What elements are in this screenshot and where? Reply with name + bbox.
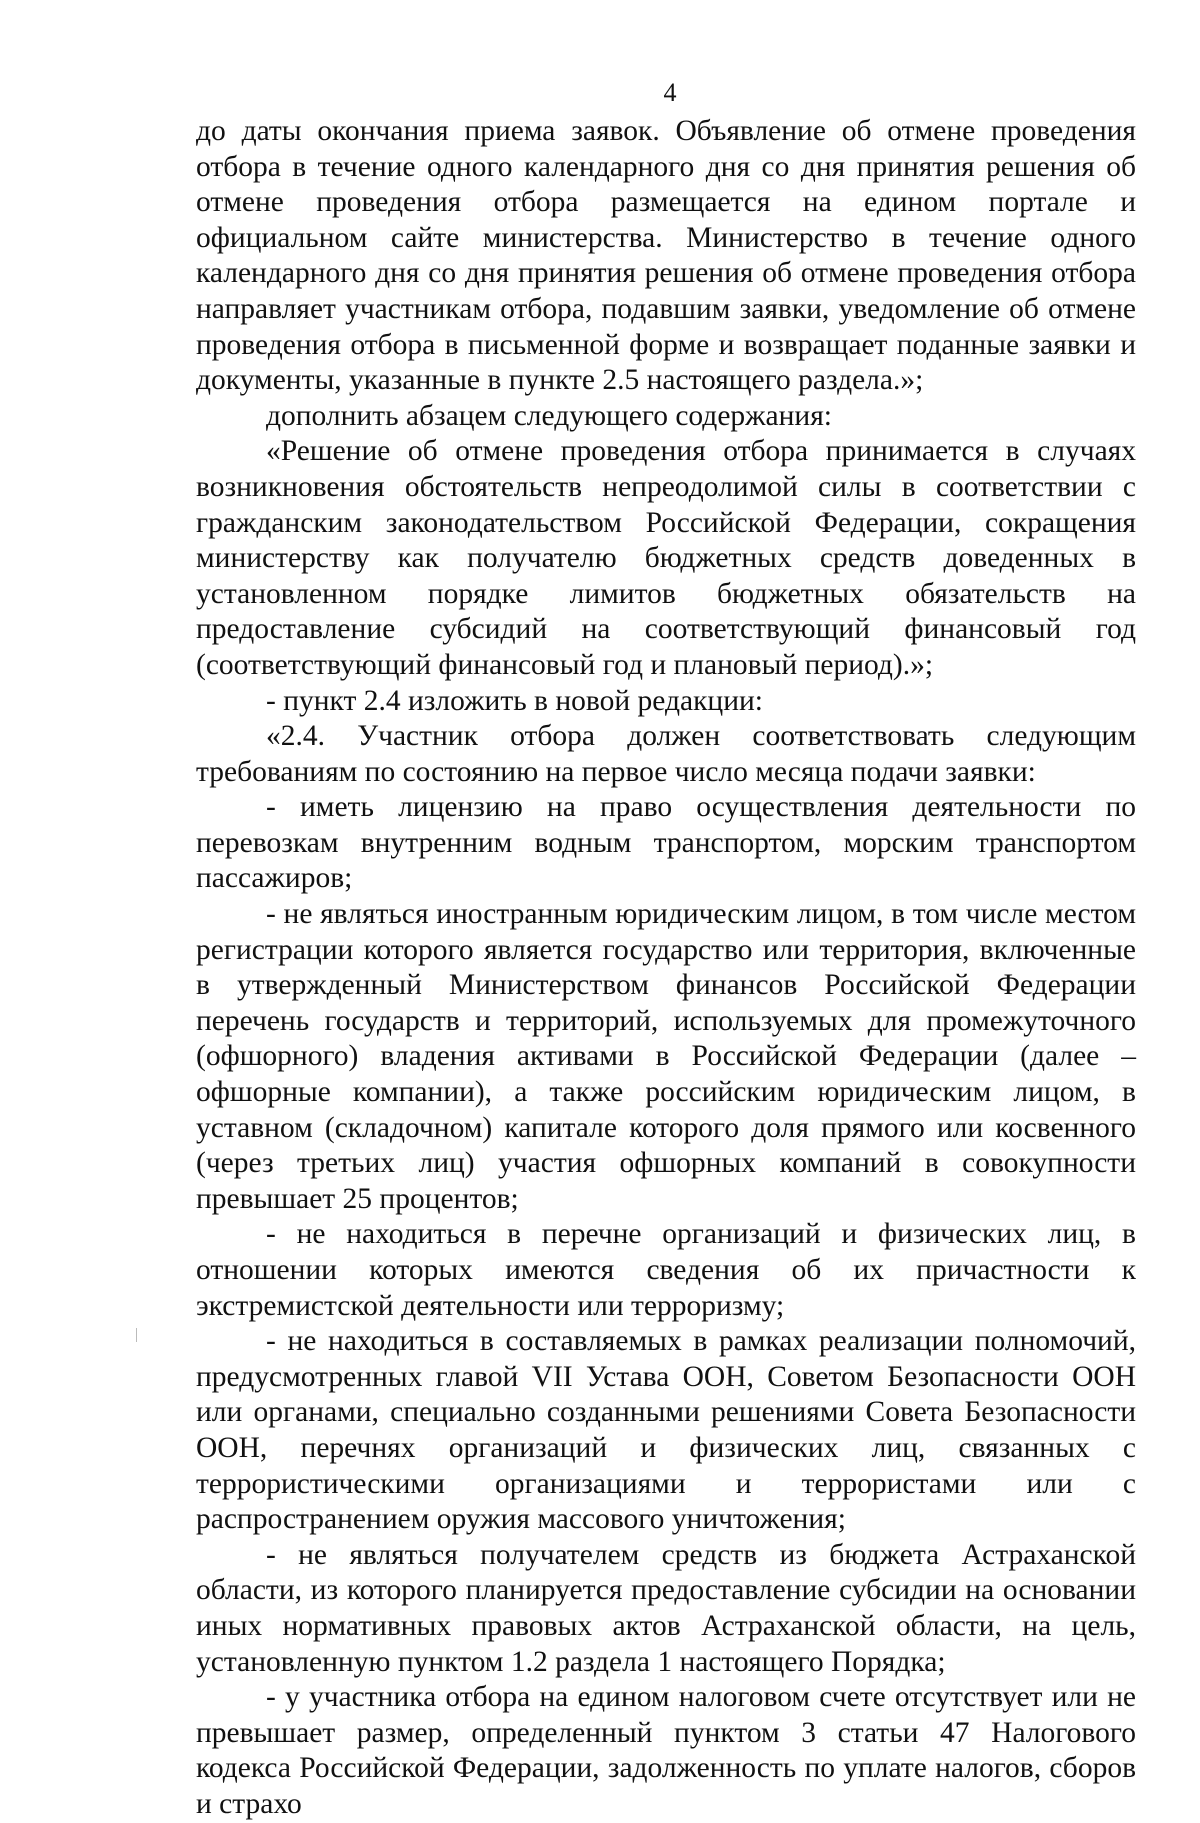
paragraph: дополнить абзацем следующего содержания: xyxy=(266,399,832,432)
paragraph: - иметь лицензию на право осуществления деятельности по перевозкам внутренним водным транспортом, морским транспортом пассажиров; xyxy=(196,791,1136,895)
paragraph: - не находиться в перечне организаций и физических лиц, в отношении которых имеются сведения об их причастности к экстремистской деятельности или терроризму; xyxy=(196,1218,1136,1322)
paragraph: - не являться получателем средств из бюджета Астраханской области, из которого планируется предоставление субсидии на основании иных нормативных правовых актов Астраханской области, на цель, установленную пунктом 1.2 раздела 1 настоящего Порядка; xyxy=(196,1538,1136,1678)
page-number: 4 xyxy=(663,78,677,107)
paragraph: - не являться иностранным юридическим лицом, в том числе местом регистрации которого является государство или территория, включенные в утвержденный Министерством финансов Российской Федерации перечень государств и территорий, используемых для промежуточного (офшорного) владения активами в Российской Федерации (далее – офшорные компании), а также российским юридическим лицом, в уставном (складочном) капитале которого доля прямого или косвенного (через третьих лиц) участия офшорных компаний в совокупности превышает 25 процентов; xyxy=(196,898,1136,1215)
paragraph: - пункт 2.4 изложить в новой редакции: xyxy=(266,684,763,717)
paragraph: - у участника отбора на едином налоговом счете отсутствует или не превышает размер, определенный пунктом 3 статьи 47 Налогового кодекса Российской Федерации, задолженность по уплате налогов, сборов и страхо xyxy=(196,1681,1136,1820)
scan-mark xyxy=(136,1328,137,1342)
paragraph: «2.4. Участник отбора должен соответствовать следующим требованиям по состоянию на первое число месяца подачи заявки: xyxy=(196,720,1136,788)
paragraph: «Решение об отмене проведения отбора принимается в случаях возникновения обстоятельств непреодолимой силы в соответствии с гражданским законодательством Российской Федерации, сокращения министерству как получателю бюджетных средств доведенных в установленном порядке лимитов бюджетных обязательств на предоставление субсидий на соответствующий финансовый год (соответствующий финансовый год и плановый период).»; xyxy=(196,435,1136,681)
document-body xyxy=(196,114,1136,1823)
paragraph: до даты окончания приема заявок. Объявление об отмене проведения отбора в течение одного календарного дня со дня принятия решения об отмене проведения отбора размещается на едином портале и официальном сайте министерства. Министерство в течение одного календарного дня со дня принятия решения об отмене проведения отбора направляет участникам отбора, подавшим заявки, уведомление об отмене проведения отбора в письменной форме и возвращает поданные заявки и документы, указанные в пункте 2.5 настоящего раздела.»; xyxy=(196,115,1136,397)
paragraph: - не находиться в составляемых в рамках реализации полномочий, предусмотренных главой VII Устава ООН, Советом Безопасности ООН или органами, специально созданными решениями Совета Безопасности ООН, перечнях организаций и физических лиц, связанных с террористическими организациями и террористами или с распространением оружия массового уничтожения; xyxy=(196,1325,1136,1536)
